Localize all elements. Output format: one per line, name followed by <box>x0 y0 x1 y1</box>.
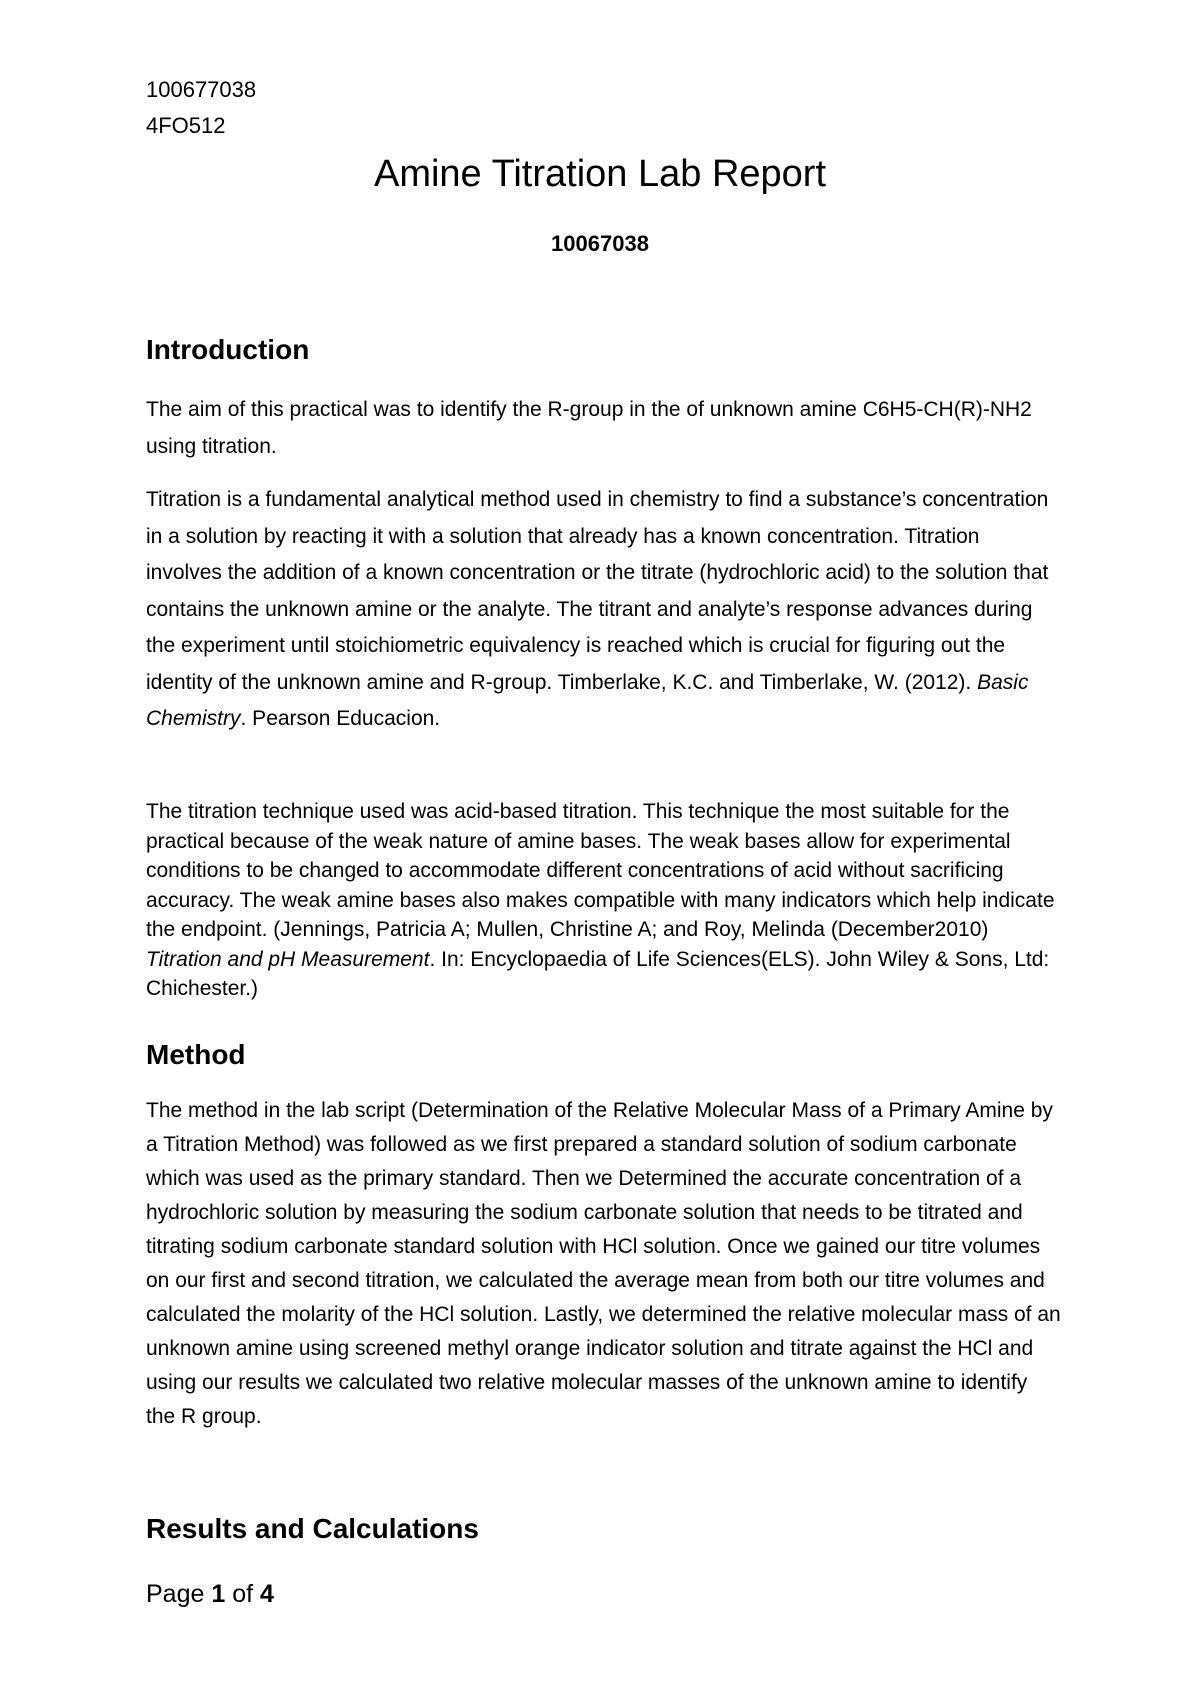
results-heading: Results and Calculations <box>146 1513 479 1544</box>
header-student-id: 100677038 <box>146 77 257 102</box>
introduction-paragraph-titration-text: Titration is a fundamental analytical method used in chemistry to find a substance’s concentration in a solution by reacting it with a solution that already has a known concentration. Titration involves the addition of a known concentration or the titrate (hydrochloric acid) to the solution that contains the unknown amine or the analyte. The titrant and analyte’s response advances during the experiment until stoichiometric equivalency is reached which is crucial for figuring out the identity of the unknown amine and R-group. Timberlake, K.C. and Timberlake, W. (2012). <box>146 488 1049 694</box>
footer-total-pages: 4 <box>260 1580 274 1608</box>
footer-page-word: Page <box>146 1580 205 1608</box>
introduction-heading: Introduction <box>146 334 310 365</box>
introduction-paragraph-technique-text: The titration technique used was acid-based titration. This technique the most suitable for the practical because of the weak nature of amine bases. The weak bases allow for experimental conditions to be changed to accommodate different concentrations of acid without sacrificing accuracy. The weak amine bases also makes compatible with many indicators which help indicate the endpoint. (Jennings, Patricia A; Mullen, Christine A; and Roy, Melinda (December2010) <box>146 800 1055 941</box>
page-title: Amine Titration Lab Report <box>373 153 826 195</box>
introduction-paragraph-titration-tail: . Pearson Educacion. <box>240 707 441 730</box>
page-number-footer <box>146 1578 274 1610</box>
introduction-paragraph-technique <box>146 797 1061 1004</box>
header-module-code: 4FO512 <box>146 113 226 138</box>
introduction-paragraph-titration <box>146 482 1061 738</box>
citation-italic-titration-ph: Titration and pH Measurement <box>146 947 430 971</box>
page-subtitle: 10067038 <box>551 231 649 256</box>
footer-current-page: 1 <box>211 1580 226 1608</box>
method-heading: Method <box>146 1039 246 1070</box>
footer-of-word: of <box>232 1580 254 1608</box>
citation-italic-basic-chemistry: Basic Chemistry <box>146 670 1029 730</box>
introduction-paragraph-technique-tail: . In: Encyclopaedia of Life Sciences(ELS). John Wiley & Sons, Ltd: Chichester.) <box>146 947 1050 1000</box>
method-paragraph: The method in the lab script (Determination of the Relative Molecular Mass of a Primary Amine by a Titration Method) was followed as we first prepared a standard solution of sodium carbonate which was used as the primary standard. Then we Determined the accurate concentration of a hydrochloric solution by measuring the sodium carbonate solution that needs to be titrated and titrating sodium carbonate standard solution with HCl solution. Once we gained our titre volumes on our first and second titration, we calculated the average mean from both our titre volumes and calculated the molarity of the HCl solution. Lastly, we determined the relative molecular mass of an unknown amine using screened methyl orange indicator solution and titrate against the HCl and using our results we calculated two relative molecular masses of the unknown amine to identify the R group. <box>146 1099 1061 1428</box>
introduction-paragraph-aim: The aim of this practical was to identify the R-group in the of unknown amine C6H5-CH(R)-NH2 using titration. <box>146 398 1032 458</box>
